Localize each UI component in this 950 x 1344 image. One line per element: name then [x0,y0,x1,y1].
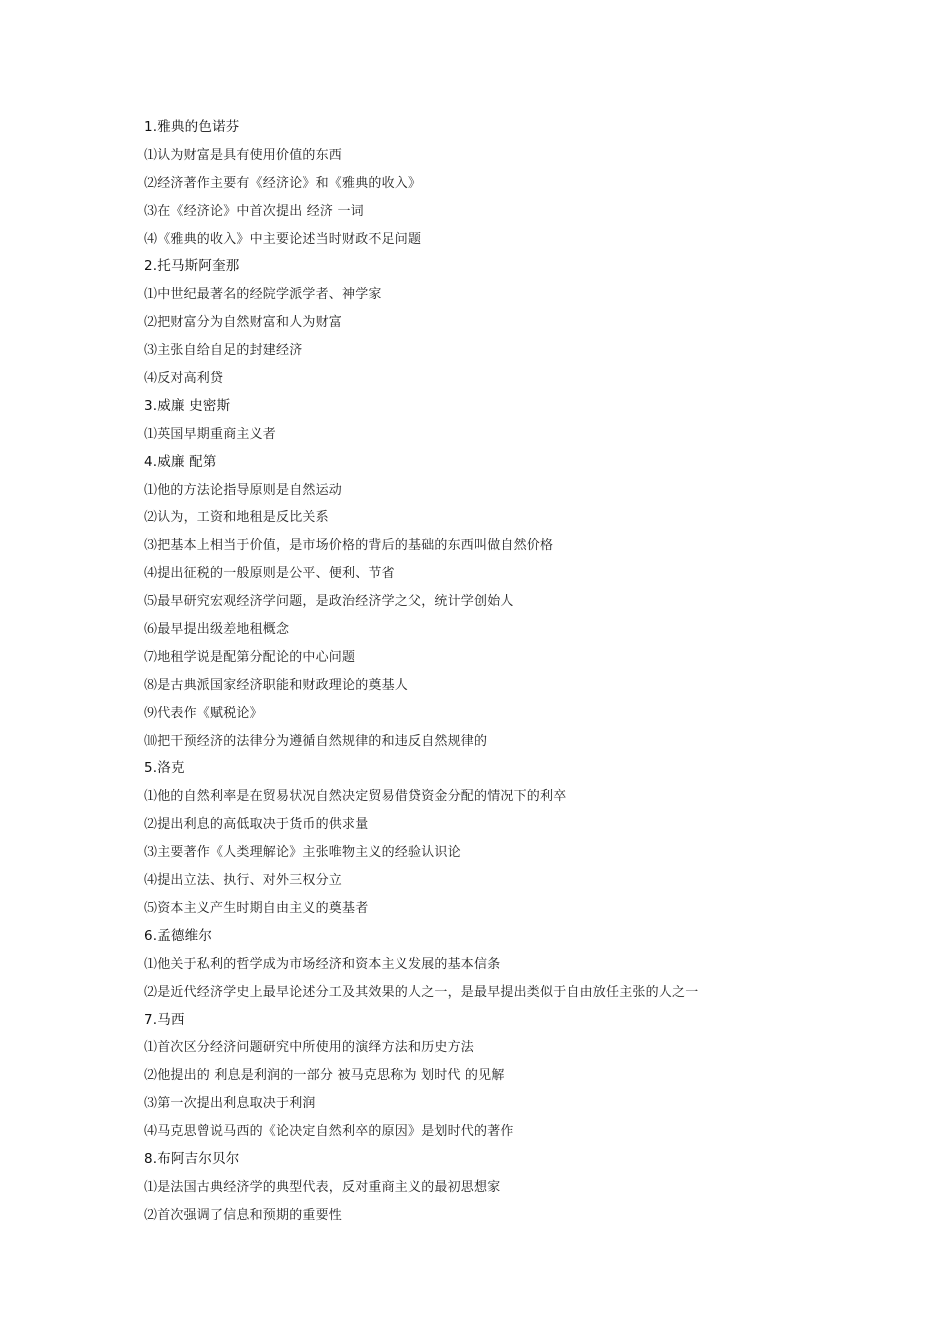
list-item: ⑻是古典派国家经济职能和财政理论的奠基人 [144,677,409,693]
section-heading: 7.马西 [144,1011,185,1028]
list-item: ⑶主要著作《人类理解论》主张唯物主义的经验认识论 [144,845,461,861]
list-item: ⑴认为财富是具有使用价值的东西 [144,147,343,163]
list-item: ⑺地租学说是配第分配论的中心问题 [144,649,356,665]
list-item: ⑹最早提出级差地租概念 [144,622,290,638]
list-item: ⑽把干预经济的法律分为遵循自然规律的和违反自然规律的 [144,733,488,749]
list-item: ⑶主张自给自足的封建经济 [144,343,303,359]
list-item: ⑷提出征税的一般原则是公平、便利、节省 [144,566,395,582]
document-body [144,114,904,1230]
section-heading: 1.雅典的色诺芬 [144,119,240,135]
section-heading: 6.孟德维尔 [144,927,213,944]
list-item: ⑴首次区分经济问题研究中所使用的演绎方法和历史方法 [144,1040,475,1056]
section-heading: 4.威廉 配第 [144,453,217,470]
list-item: ⑵经济著作主要有《经济论》和《雅典的收入》 [144,175,422,191]
section-heading: 2.托马斯阿奎那 [144,258,240,275]
list-item: ⑼代表作《赋税论》 [144,705,263,721]
list-item: ⑵提出利息的高低取决于货币的供求量 [144,817,369,833]
list-item: ⑶在《经济论》中首次提出 经济 一词 [144,203,364,219]
list-item: ⑸资本主义产生时期自由主义的奠基者 [144,900,369,916]
list-item: ⑷马克思曾说马西的《论决定自然利卒的原因》是划时代的著作 [144,1124,514,1140]
list-item: ⑷提出立法、执行、对外三权分立 [144,873,343,889]
list-item: ⑷《雅典的收入》中主要论述当时财政不足问题 [144,231,422,247]
list-item: ⑴他关于私利的哲学成为市场经济和资本主义发展的基本信条 [144,956,501,972]
list-item: ⑴是法国古典经济学的典型代表，反对重商主义的最初思想家 [144,1179,501,1195]
list-item: ⑵首次强调了信息和预期的重要性 [144,1207,343,1223]
section-heading: 3.威廉 史密斯 [144,397,231,414]
section-heading: 5.洛克 [144,760,185,777]
list-item: ⑸最早研究宏观经济学问题，是政治经济学之父，统计学创始人 [144,594,514,610]
list-item: ⑵认为，工资和地租是反比关系 [144,510,329,526]
list-item: ⑶第一次提出利息取决于利润 [144,1096,316,1112]
section-heading: 8.布阿吉尔贝尔 [144,1150,240,1167]
list-item: ⑵把财富分为自然财富和人为财富 [144,315,343,331]
list-item: ⑴中世纪最著名的经院学派学者、神学家 [144,287,382,303]
list-item: ⑵他提出的 利息是利润的一部分 被马克思称为 划时代 的见解 [144,1068,505,1084]
list-item: ⑷反对高利贷 [144,371,224,387]
list-item: ⑵是近代经济学史上最早论述分工及其效果的人之一，是最早提出类似于自由放任主张的人之一 [144,984,699,1000]
list-item: ⑴英国早期重商主义者 [144,426,277,442]
list-item: ⑴他的自然利率是在贸易状况自然决定贸易借贷资金分配的情况下的利卒 [144,789,567,805]
list-item: ⑴他的方法论指导原则是自然运动 [144,482,343,498]
list-item: ⑶把基本上相当于价值，是市场价格的背后的基础的东西叫做自然价格 [144,538,554,554]
